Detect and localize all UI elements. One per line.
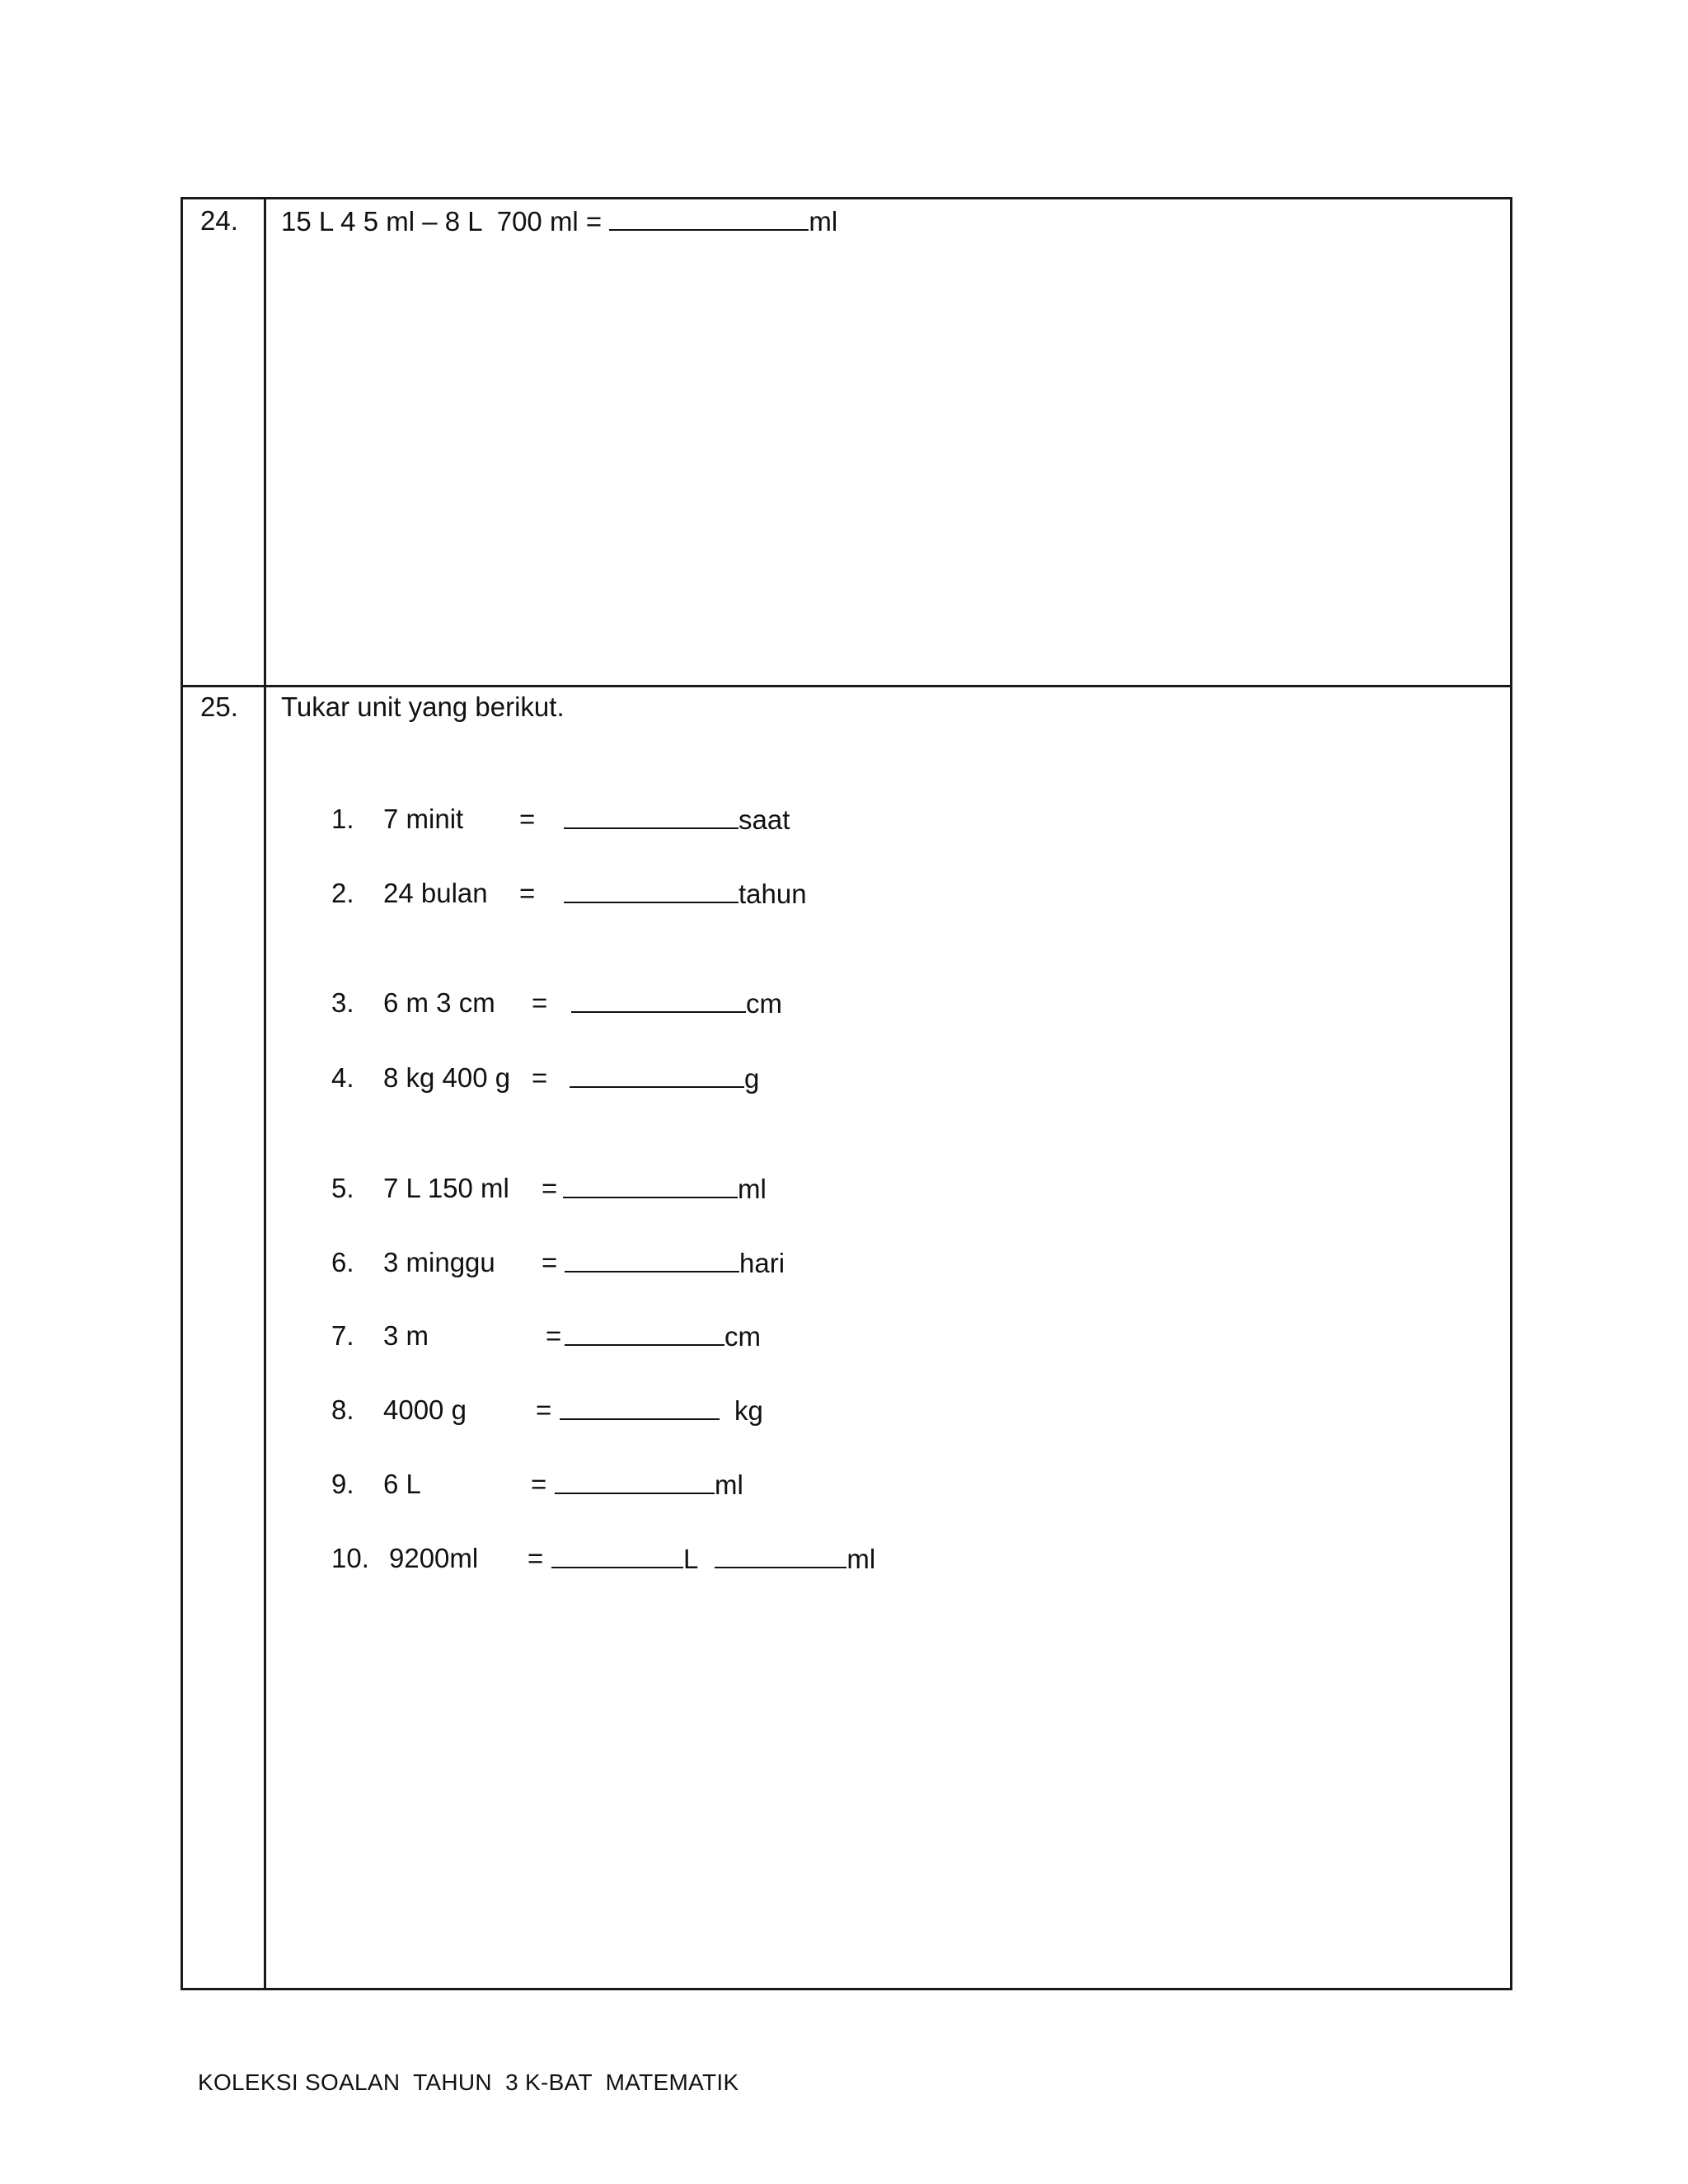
item-number: 7.: [331, 1320, 354, 1351]
item-number: 4.: [331, 1062, 354, 1093]
answer-blank: [564, 803, 738, 829]
equals-sign: =: [532, 987, 548, 1018]
item-unit: ml: [846, 1544, 876, 1574]
answer-blank: [609, 204, 809, 231]
equals-sign: =: [531, 1469, 547, 1499]
equals-sign: =: [542, 1173, 558, 1203]
item-unit: cm: [724, 1321, 761, 1352]
question-24-expression: 15 L 4 5 ml – 8 L 700 ml =: [281, 206, 610, 237]
item-unit: hari: [739, 1248, 785, 1278]
answer-blank: [555, 1468, 715, 1494]
item-quantity: 7 L 150 ml: [383, 1173, 509, 1203]
answer-blank: [563, 1172, 738, 1198]
equals-sign: =: [528, 1543, 544, 1573]
equals-sign: =: [519, 878, 536, 908]
item-number: 10.: [331, 1543, 369, 1573]
answer-blank: [565, 1319, 724, 1346]
item-number: 2.: [331, 878, 354, 908]
question-25-number: 25.: [200, 691, 238, 722]
item-quantity: 8 kg 400 g: [383, 1062, 511, 1093]
item-quantity: 7 minit: [383, 804, 464, 834]
equals-sign: =: [532, 1062, 548, 1093]
question-24-number: 24.: [200, 205, 238, 236]
item-unit: ml: [715, 1469, 743, 1500]
item-number: 3.: [331, 987, 354, 1018]
page-footer: KOLEKSI SOALAN TAHUN 3 K-BAT MATEMATIK: [198, 2069, 739, 2095]
item-number: 1.: [331, 804, 354, 834]
question-24-unit: ml: [809, 206, 838, 237]
equals-sign: =: [542, 1247, 558, 1277]
answer-blank: [560, 1394, 720, 1420]
item-quantity: 6 L: [383, 1469, 421, 1499]
column-divider: [264, 199, 266, 1988]
answer-blank: [551, 1542, 683, 1568]
item-number: 5.: [331, 1173, 354, 1203]
item-quantity: 4000 g: [383, 1394, 467, 1425]
item-quantity: 3 minggu: [383, 1247, 495, 1277]
item-quantity: 3 m: [383, 1320, 429, 1351]
question-24-text: [281, 204, 837, 238]
item-quantity: 24 bulan: [383, 878, 488, 908]
question-25-instruction: Tukar unit yang berikut.: [281, 691, 565, 722]
answer-blank: [565, 1246, 739, 1272]
item-unit: L: [683, 1544, 699, 1574]
item-number: 9.: [331, 1469, 354, 1499]
row-divider: [183, 685, 1510, 687]
equals-sign: =: [536, 1394, 552, 1425]
item-number: 8.: [331, 1394, 354, 1425]
answer-blank: [571, 987, 746, 1013]
item-unit: ml: [738, 1174, 767, 1204]
item-unit: kg: [734, 1395, 763, 1426]
answer-blank: [570, 1062, 744, 1088]
item-number: 6.: [331, 1247, 354, 1277]
equals-sign: =: [546, 1320, 562, 1351]
item-unit: saat: [738, 804, 790, 835]
answer-blank: [715, 1542, 846, 1568]
item-unit: cm: [746, 988, 782, 1019]
answer-blank: [564, 877, 738, 903]
item-quantity: 9200ml: [389, 1543, 479, 1573]
item-unit: tahun: [738, 879, 807, 909]
item-quantity: 6 m 3 cm: [383, 987, 495, 1018]
item-unit: g: [744, 1063, 760, 1094]
equals-sign: =: [519, 804, 536, 834]
question-table: [181, 197, 1512, 1990]
